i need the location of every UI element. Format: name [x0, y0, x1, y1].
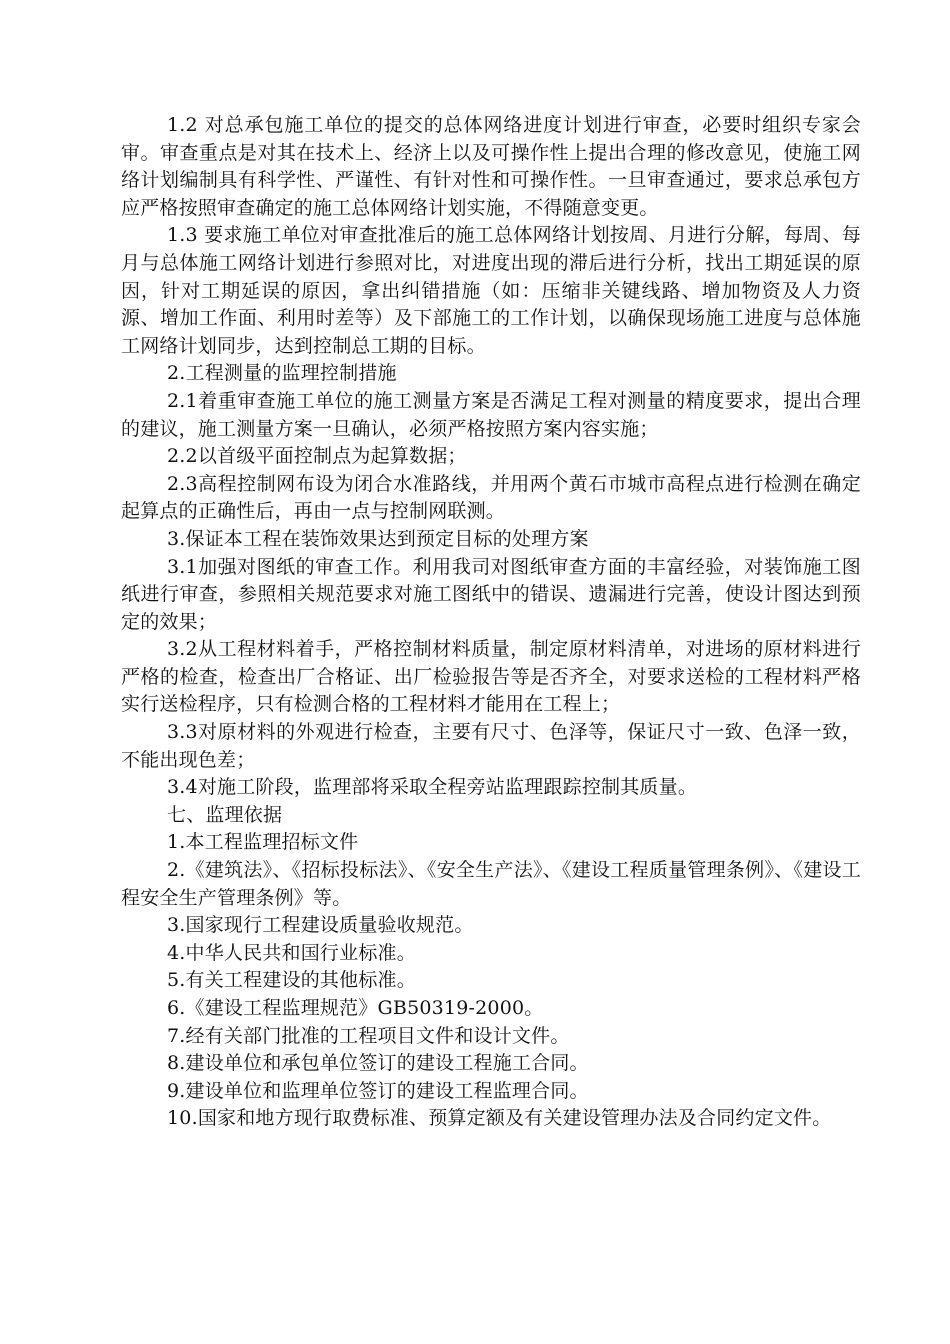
document-body [121, 112, 861, 1133]
paragraph-3-1: 3.1加强对图纸的审查工作。利用我司对图纸审查方面的丰富经验，对装饰施工图纸进行审查，参照相关规范要求对施工图纸中的错误、遗漏进行完善，使设计图达到预定的效果； [121, 555, 861, 633]
basis-item-6: 6.《建设工程监理规范》GB50319-2000。 [167, 997, 544, 1019]
basis-item-4: 4.中华人民共和国行业标准。 [167, 941, 416, 964]
basis-item-5: 5.有关工程建设的其他标准。 [167, 969, 416, 992]
heading-2-survey-measures: 2.工程测量的监理控制措施 [167, 362, 397, 385]
paragraph-2-2: 2.2以首级平面控制点为起算数据； [167, 445, 467, 468]
paragraph-1-3: 1.3 要求施工单位对审查批准后的施工总体网络计划按周、月进行分解，每周、每月与总体施工网络计划进行参照对比，对进度出现的滞后进行分析，找出工期延误的原因，针对工期延误的原因，拿出纠错措施（如：压缩非关键线路、增加物资及人力资源、增加工作面、利用时差等）及下部施工的工作计划，以确保现场施工进度与总体施工网络计划同步，达到控制总工期的目标。 [121, 224, 861, 357]
paragraph-2-3: 2.3高程控制网布设为闭合水准路线，并用两个黄石市城市高程点进行检测在确定起算点的正确性后，再由一点与控制网联测。 [121, 472, 861, 523]
heading-7-supervision-basis: 七、监理依据 [167, 803, 283, 826]
paragraph-3-3: 3.3对原材料的外观进行检查，主要有尺寸、色泽等，保证尺寸一致、色泽一致，不能出现色差； [121, 721, 861, 771]
basis-item-7: 7.经有关部门批准的工程项目文件和设计文件。 [167, 1024, 570, 1047]
paragraph-3-4: 3.4对施工阶段，监理部将采取全程旁站监理跟踪控制其质量。 [167, 776, 698, 799]
paragraph-1-2: 1.2 对总承包施工单位的提交的总体网络进度计划进行审查，必要时组织专家会审。审查重点是对其在技术上、经济上以及可操作性上提出合理的修改意见，使施工网络计划编制具有科学性、严谨性、有针对性和可操作性。一旦审查通过，要求总承包方应严格按照审查确定的施工总体网络计划实施，不得随意变更。 [121, 114, 861, 219]
basis-item-9: 9.建设单位和监理单位签订的建设工程监理合同。 [167, 1079, 589, 1102]
basis-item-2: 2.《建筑法》、《招标投标法》、《安全生产法》、《建设工程质量管理条例》、《建设工程安全生产管理条例》等。 [121, 859, 861, 909]
basis-item-10: 10.国家和地方现行取费标准、预算定额及有关建设管理办法及合同约定文件。 [167, 1107, 832, 1130]
basis-item-3: 3.国家现行工程建设质量验收规范。 [167, 914, 474, 937]
basis-item-1: 1.本工程监理招标文件 [167, 831, 359, 854]
paragraph-3-2: 3.2从工程材料着手，严格控制材料质量，制定原材料清单，对进场的原材料进行严格的检查，检查出厂合格证、出厂检验报告等是否齐全，对要求送检的工程材料严格实行送检程序，只有检测合格的工程材料才能用在工程上； [121, 638, 861, 716]
paragraph-2-1: 2.1着重审查施工单位的施工测量方案是否满足工程对测量的精度要求，提出合理的建议，施工测量方案一旦确认，必须严格按照方案内容实施； [121, 389, 861, 440]
basis-item-8: 8.建设单位和承包单位签订的建设工程施工合同。 [167, 1052, 589, 1075]
heading-3-decoration-plan: 3.保证本工程在装饰效果达到预定目标的处理方案 [167, 527, 589, 550]
